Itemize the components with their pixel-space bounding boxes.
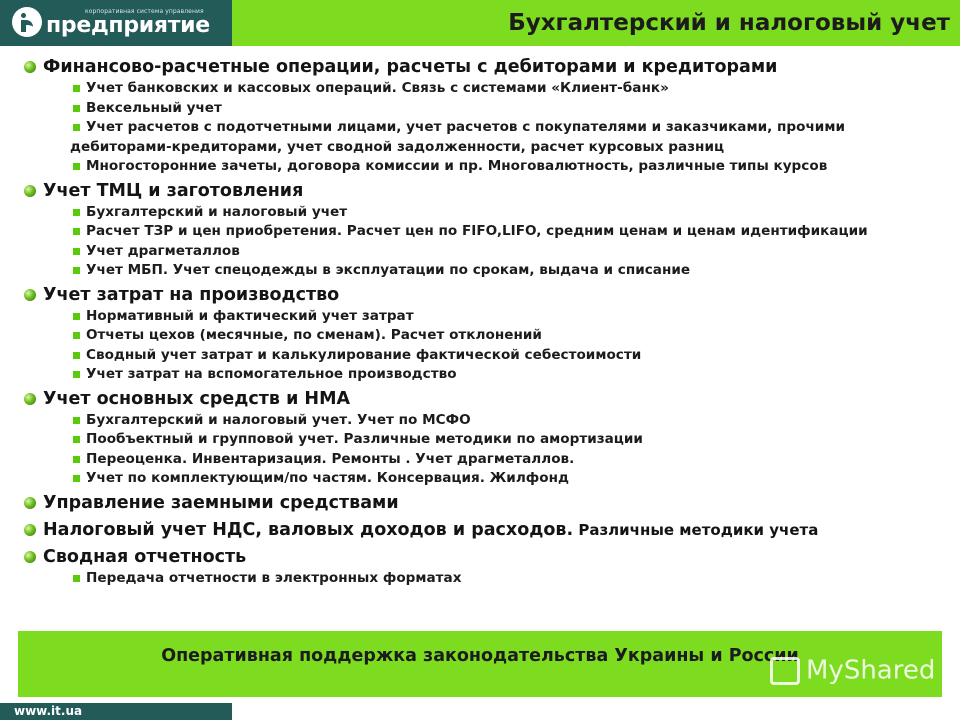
list-item-text: Учет драгметаллов — [86, 242, 240, 259]
list-item-text: Отчеты цехов (месячные, по сменам). Расчет отклонений — [86, 327, 542, 343]
list-item — [0, 222, 960, 242]
square-bullet-icon — [73, 575, 80, 582]
list-item-text: Бухгалтерский и налоговый учет — [86, 203, 348, 220]
round-bullet-icon — [24, 185, 36, 197]
section-title-extra: Различные методики учета — [573, 520, 819, 539]
watermark — [770, 655, 935, 695]
list-item-text: Нормативный и фактический учет затрат — [86, 307, 414, 324]
section-heading — [0, 284, 960, 307]
section — [0, 180, 960, 284]
company-logo — [0, 0, 232, 46]
list-item — [0, 569, 960, 589]
list-item-text: Сводный учет затрат и калькулирование фактической себестоимости — [86, 346, 642, 363]
section-title: Учет ТМЦ и заготовления — [43, 180, 304, 201]
square-bullet-icon — [73, 475, 80, 482]
watermark-text: MyShared — [806, 655, 936, 686]
list-item — [0, 430, 960, 450]
page-title: Бухгалтерский и налоговый учет — [508, 10, 950, 36]
list-item-text: Учет МБП. Учет спецодежды в эксплуатации по срокам, выдача и списание — [86, 262, 691, 278]
square-bullet-icon — [73, 248, 80, 255]
square-bullet-icon — [73, 228, 80, 235]
section-heading — [0, 388, 960, 411]
list-item — [0, 118, 960, 157]
list-item-text: Учет затрат на вспомогательное производство — [86, 366, 457, 382]
round-bullet-icon — [24, 289, 36, 301]
list-item — [0, 469, 960, 489]
section-title: Налоговый учет НДС, валовых доходов и расходов. — [43, 519, 574, 540]
section-heading — [0, 519, 960, 542]
list-item — [0, 79, 960, 99]
list-item — [0, 203, 960, 223]
section-heading — [0, 492, 960, 515]
list-item — [0, 157, 960, 177]
list-item-text: Учет расчетов с подотчетными лицами, учет расчетов с покупателями и заказчиками, прочими — [86, 119, 845, 135]
list-item-text: Передача отчетности в электронных форматах — [86, 569, 462, 586]
logo-text: предприятие — [46, 13, 210, 38]
round-bullet-icon — [24, 524, 36, 536]
section — [0, 519, 960, 546]
presentation-icon — [770, 657, 800, 685]
round-bullet-icon — [24, 61, 36, 73]
square-bullet-icon — [73, 105, 80, 112]
list-item — [0, 99, 960, 119]
list-item-text: Расчет ТЗР и цен приобретения. Расчет цен по FIFO,LIFO, средним ценам и ценам идентификации — [86, 223, 868, 239]
round-bullet-icon — [24, 393, 36, 405]
square-bullet-icon — [73, 163, 80, 170]
section-title: Финансово-расчетные операции, расчеты с дебиторами и кредиторами — [43, 57, 778, 77]
list-item — [0, 242, 960, 262]
list-item — [0, 365, 960, 385]
banner-text: Оперативная поддержка законодательства Украины и России — [161, 646, 799, 666]
section-title: Учет затрат на производство — [43, 284, 340, 305]
section-heading — [0, 56, 960, 79]
list-item-continuation: дебиторами-кредиторами, учет сводной задолженности, расчет курсовых разниц — [70, 138, 725, 155]
footer-url[interactable]: www.it.ua — [14, 704, 83, 718]
list-item-text: Переоценка. Инвентаризация. Ремонты . Учет драгметаллов. — [86, 450, 575, 467]
title-bar — [232, 0, 960, 46]
square-bullet-icon — [73, 313, 80, 320]
square-bullet-icon — [73, 371, 80, 378]
list-item — [0, 411, 960, 431]
square-bullet-icon — [73, 436, 80, 443]
section — [0, 56, 960, 180]
list-item — [0, 307, 960, 327]
square-bullet-icon — [73, 85, 80, 92]
list-item — [0, 346, 960, 366]
content-list — [0, 56, 960, 591]
list-item-text: Учет по комплектующим/по частям. Консервация. Жилфонд — [86, 470, 569, 486]
list-item — [0, 261, 960, 281]
section — [0, 546, 960, 592]
round-bullet-icon — [24, 551, 36, 563]
list-item-text: Учет банковских и кассовых операций. Связь с системами «Клиент-банк» — [86, 80, 669, 96]
footer-bar — [0, 703, 232, 720]
it-logo-icon — [12, 7, 42, 37]
section-heading — [0, 546, 960, 569]
square-bullet-icon — [73, 209, 80, 216]
section-title: Сводная отчетность — [43, 546, 247, 567]
list-item-text: Вексельный учет — [86, 99, 222, 116]
section-title: Управление заемными средствами — [43, 492, 399, 513]
round-bullet-icon — [24, 497, 36, 509]
section — [0, 284, 960, 388]
logo-tagline: корпоративная система управления — [85, 8, 204, 15]
square-bullet-icon — [73, 124, 80, 131]
square-bullet-icon — [73, 417, 80, 424]
square-bullet-icon — [73, 352, 80, 359]
list-item-text: Многосторонние зачеты, договора комиссии и пр. Многовалютность, различные типы курсов — [86, 158, 828, 174]
section-heading — [0, 180, 960, 203]
section-title: Учет основных средств и НМА — [43, 388, 351, 409]
square-bullet-icon — [73, 267, 80, 274]
section — [0, 388, 960, 492]
section — [0, 492, 960, 519]
square-bullet-icon — [73, 332, 80, 339]
list-item — [0, 326, 960, 346]
list-item — [0, 450, 960, 470]
square-bullet-icon — [73, 456, 80, 463]
list-item-text: Бухгалтерский и налоговый учет. Учет по МСФО — [86, 411, 471, 428]
list-item-text: Пообъектный и групповой учет. Различные методики по амортизации — [86, 431, 643, 447]
